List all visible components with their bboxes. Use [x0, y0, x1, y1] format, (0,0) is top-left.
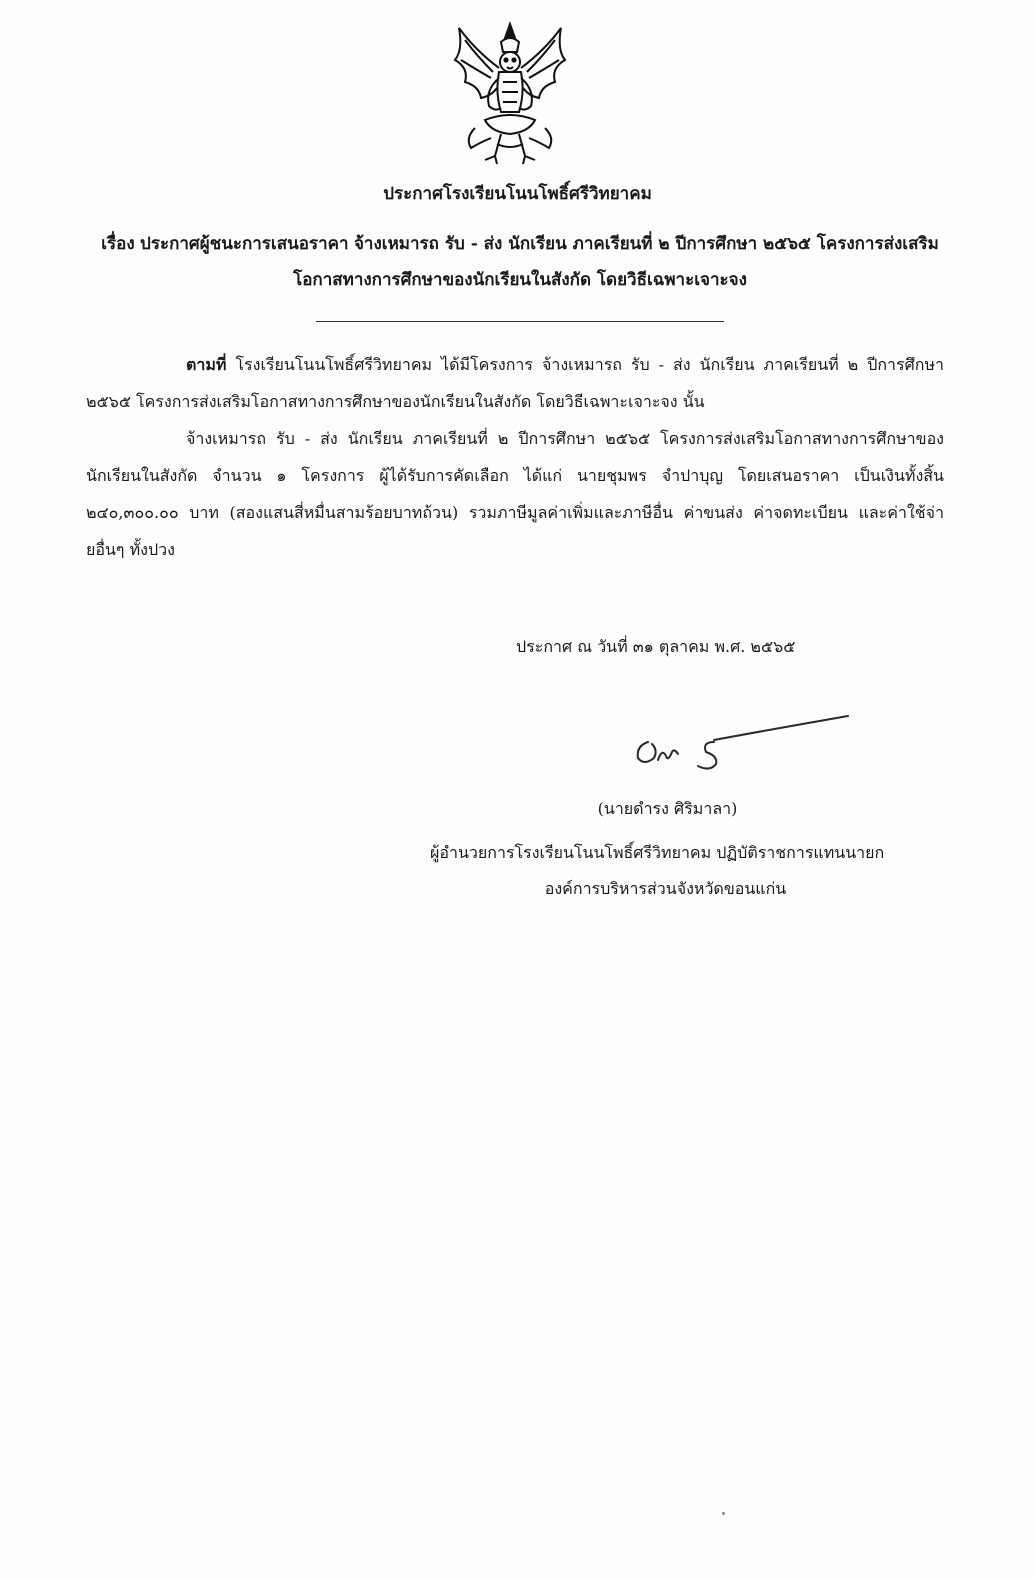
signatory-name: (นายดำรง ศิริมาลา): [597, 799, 738, 818]
subject-details: จ้างเหมารถ รับ - ส่ง นักเรียน ภาคเรียนที่ ๒ ปีการศึกษา ๒๕๖๕ โครงการส่งเสริมโอกาสทางการศึกษาของนักเรียนในสังกัด โดยวิธีเฉพาะเจาะจง: [293, 234, 939, 290]
signature-image: [618, 702, 858, 782]
subject-heading: ประกาศผู้ชนะการเสนอราคา: [140, 234, 349, 254]
paragraph-1-lead: ตามที่: [186, 355, 227, 374]
garuda-emblem-icon: [445, 20, 575, 170]
subject-label: เรื่อง: [101, 234, 135, 254]
scan-speck: [722, 1512, 725, 1515]
announcement-title: ประกาศโรงเรียนโนนโพธิ์ศรีวิทยาคม: [383, 184, 652, 204]
announcement-date: ประกาศ ณ วันที่ ๓๑ ตุลาคม พ.ศ. ๒๕๖๕: [516, 637, 796, 656]
announcement-subject: [80, 226, 960, 298]
paragraph-1-text: โรงเรียนโนนโพธิ์ศรีวิทยาคม ได้มีโครงการ จ้างเหมารถ รับ - ส่ง นักเรียน ภาคเรียนที่ ๒ ปีการศึกษา ๒๕๖๕ โครงการส่งเสริมโอกาสทางการศึกษาของนักเรียนในสังกัด โดยวิธีเฉพาะเจาะจง นั้น: [86, 355, 944, 411]
body-paragraph-2: จ้างเหมารถ รับ - ส่ง นักเรียน ภาคเรียนที่ ๒ ปีการศึกษา ๒๕๖๕ โครงการส่งเสริมโอกาสทางการศึกษาของนักเรียนในสังกัด จำนวน ๑ โครงการ ผู้ได้รับการคัดเลือก ได้แก่ นายชุมพร จำปาบุญ โดยเสนอราคา เป็นเงินทั้งสิ้น ๒๔๐,๓๐๐.๐๐ บาท (สองแสนสี่หมื่นสามร้อยบาทถ้วน) รวมภาษีมูลค่าเพิ่มและภาษีอื่น ค่าขนส่ง ค่าจดทะเบียน และค่าใช้จ่ายอื่นๆ ทั้งปวง: [86, 429, 944, 559]
body-paragraph-1: [86, 346, 944, 420]
signatory-position-2: องค์การบริหารส่วนจังหวัดขอนแก่น: [544, 879, 787, 898]
signatory-position-1: ผู้อำนวยการโรงเรียนโนนโพธิ์ศรีวิทยาคม ปฏิบัติราชการแทนนายก: [430, 843, 885, 862]
title-divider: [316, 321, 724, 322]
